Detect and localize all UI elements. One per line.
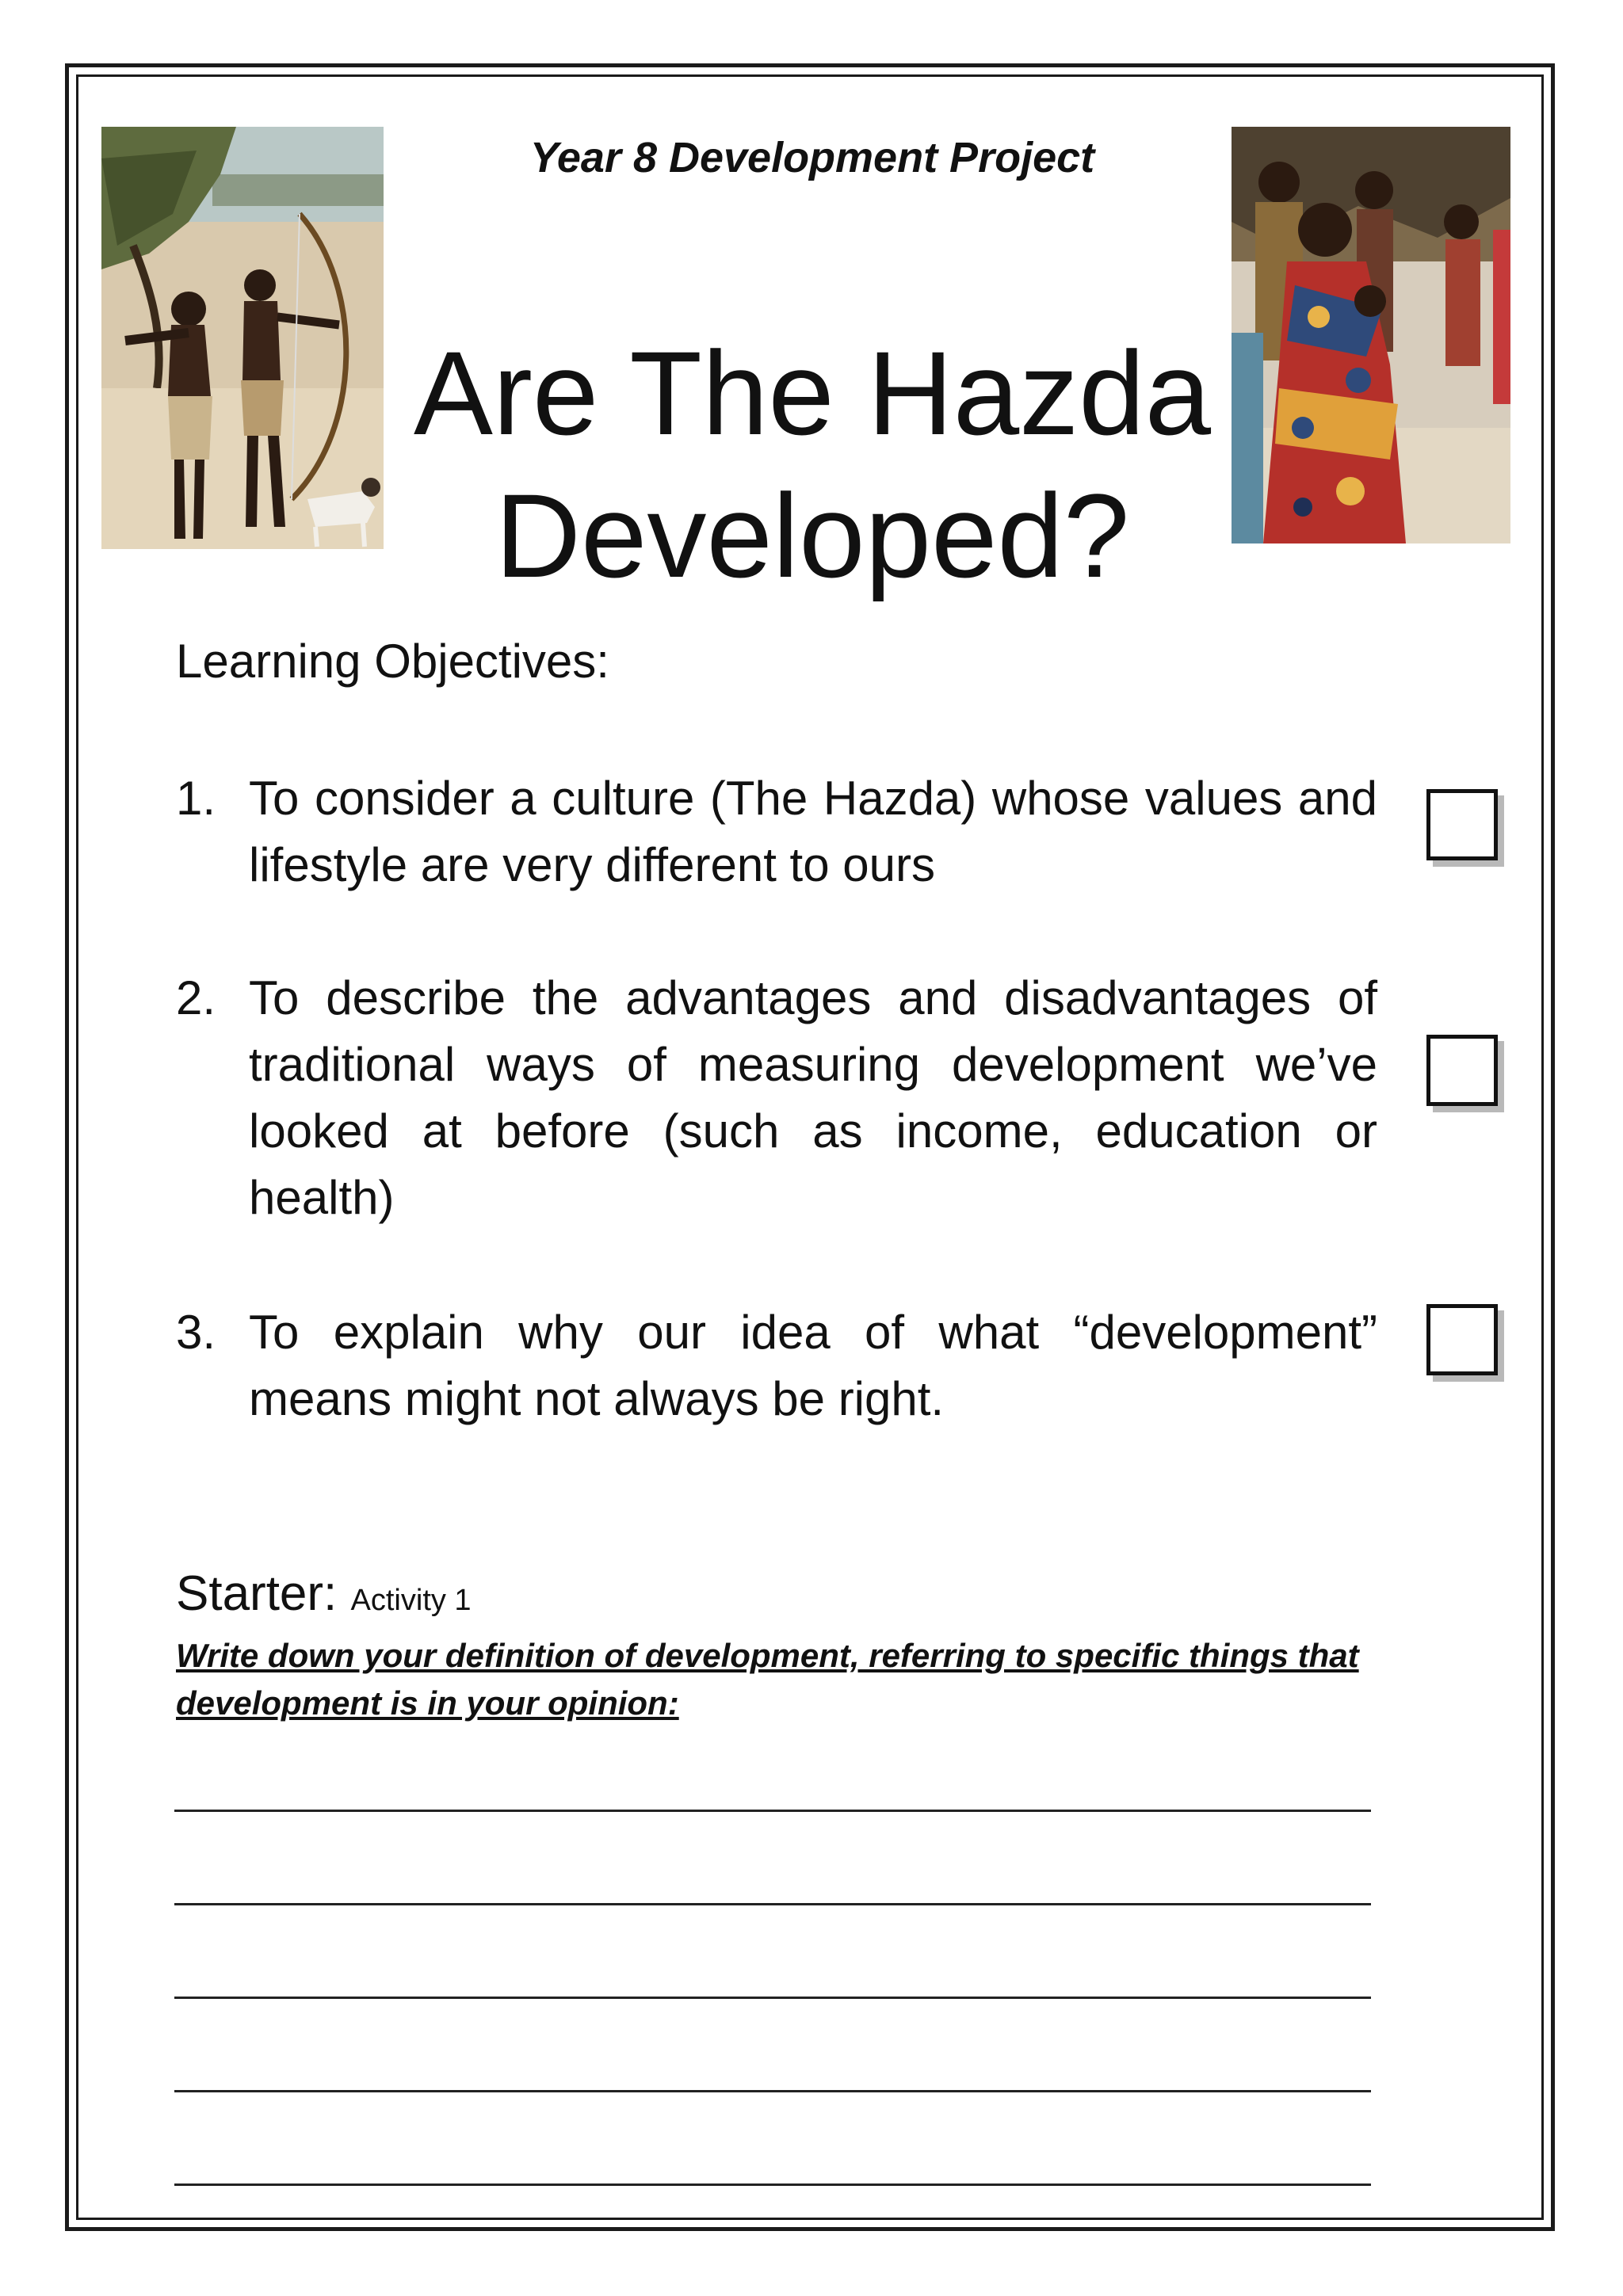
- objective-3-checkbox[interactable]: [1426, 1304, 1498, 1375]
- objective-item: [176, 765, 1377, 898]
- women-and-children-photo: [1232, 127, 1510, 543]
- starter-instruction: Write down your definition of development, referring to specific things that development is in your opinion:: [176, 1637, 1359, 1722]
- hunters-photo: [101, 127, 384, 549]
- title-line-2: Developed?: [495, 468, 1130, 602]
- answer-line[interactable]: [174, 1903, 1371, 1905]
- objective-item: [176, 965, 1377, 1231]
- objective-2-checkbox[interactable]: [1426, 1035, 1498, 1106]
- starter-heading: [176, 1566, 472, 1622]
- answer-line[interactable]: [174, 1997, 1371, 1999]
- objective-text: To explain why our idea of what “development” means might not always be right.: [249, 1306, 1377, 1425]
- activity-label: Activity 1: [350, 1584, 472, 1617]
- learning-objectives-heading: Learning Objectives:: [176, 635, 609, 688]
- title-line-1: Are The Hazda: [413, 326, 1212, 460]
- answer-line[interactable]: [174, 2183, 1371, 2186]
- objective-1-checkbox[interactable]: [1426, 789, 1498, 860]
- project-subtitle: Year 8 Development Project: [529, 134, 1095, 181]
- page-title: [396, 326, 1228, 619]
- objective-number: 2.: [176, 971, 216, 1024]
- objective-text: To consider a culture (The Hazda) whose values and lifestyle are very different to ours: [249, 772, 1377, 891]
- answer-line[interactable]: [174, 1810, 1371, 1812]
- objective-number: 1.: [176, 772, 216, 825]
- objective-text: To describe the advantages and disadvantages of traditional ways of measuring development we’ve looked at before (such as income, education or health): [249, 971, 1377, 1224]
- objective-item: [176, 1299, 1377, 1432]
- answer-line[interactable]: [174, 2090, 1371, 2092]
- starter-label: Starter:: [176, 1566, 338, 1621]
- objective-number: 3.: [176, 1306, 216, 1359]
